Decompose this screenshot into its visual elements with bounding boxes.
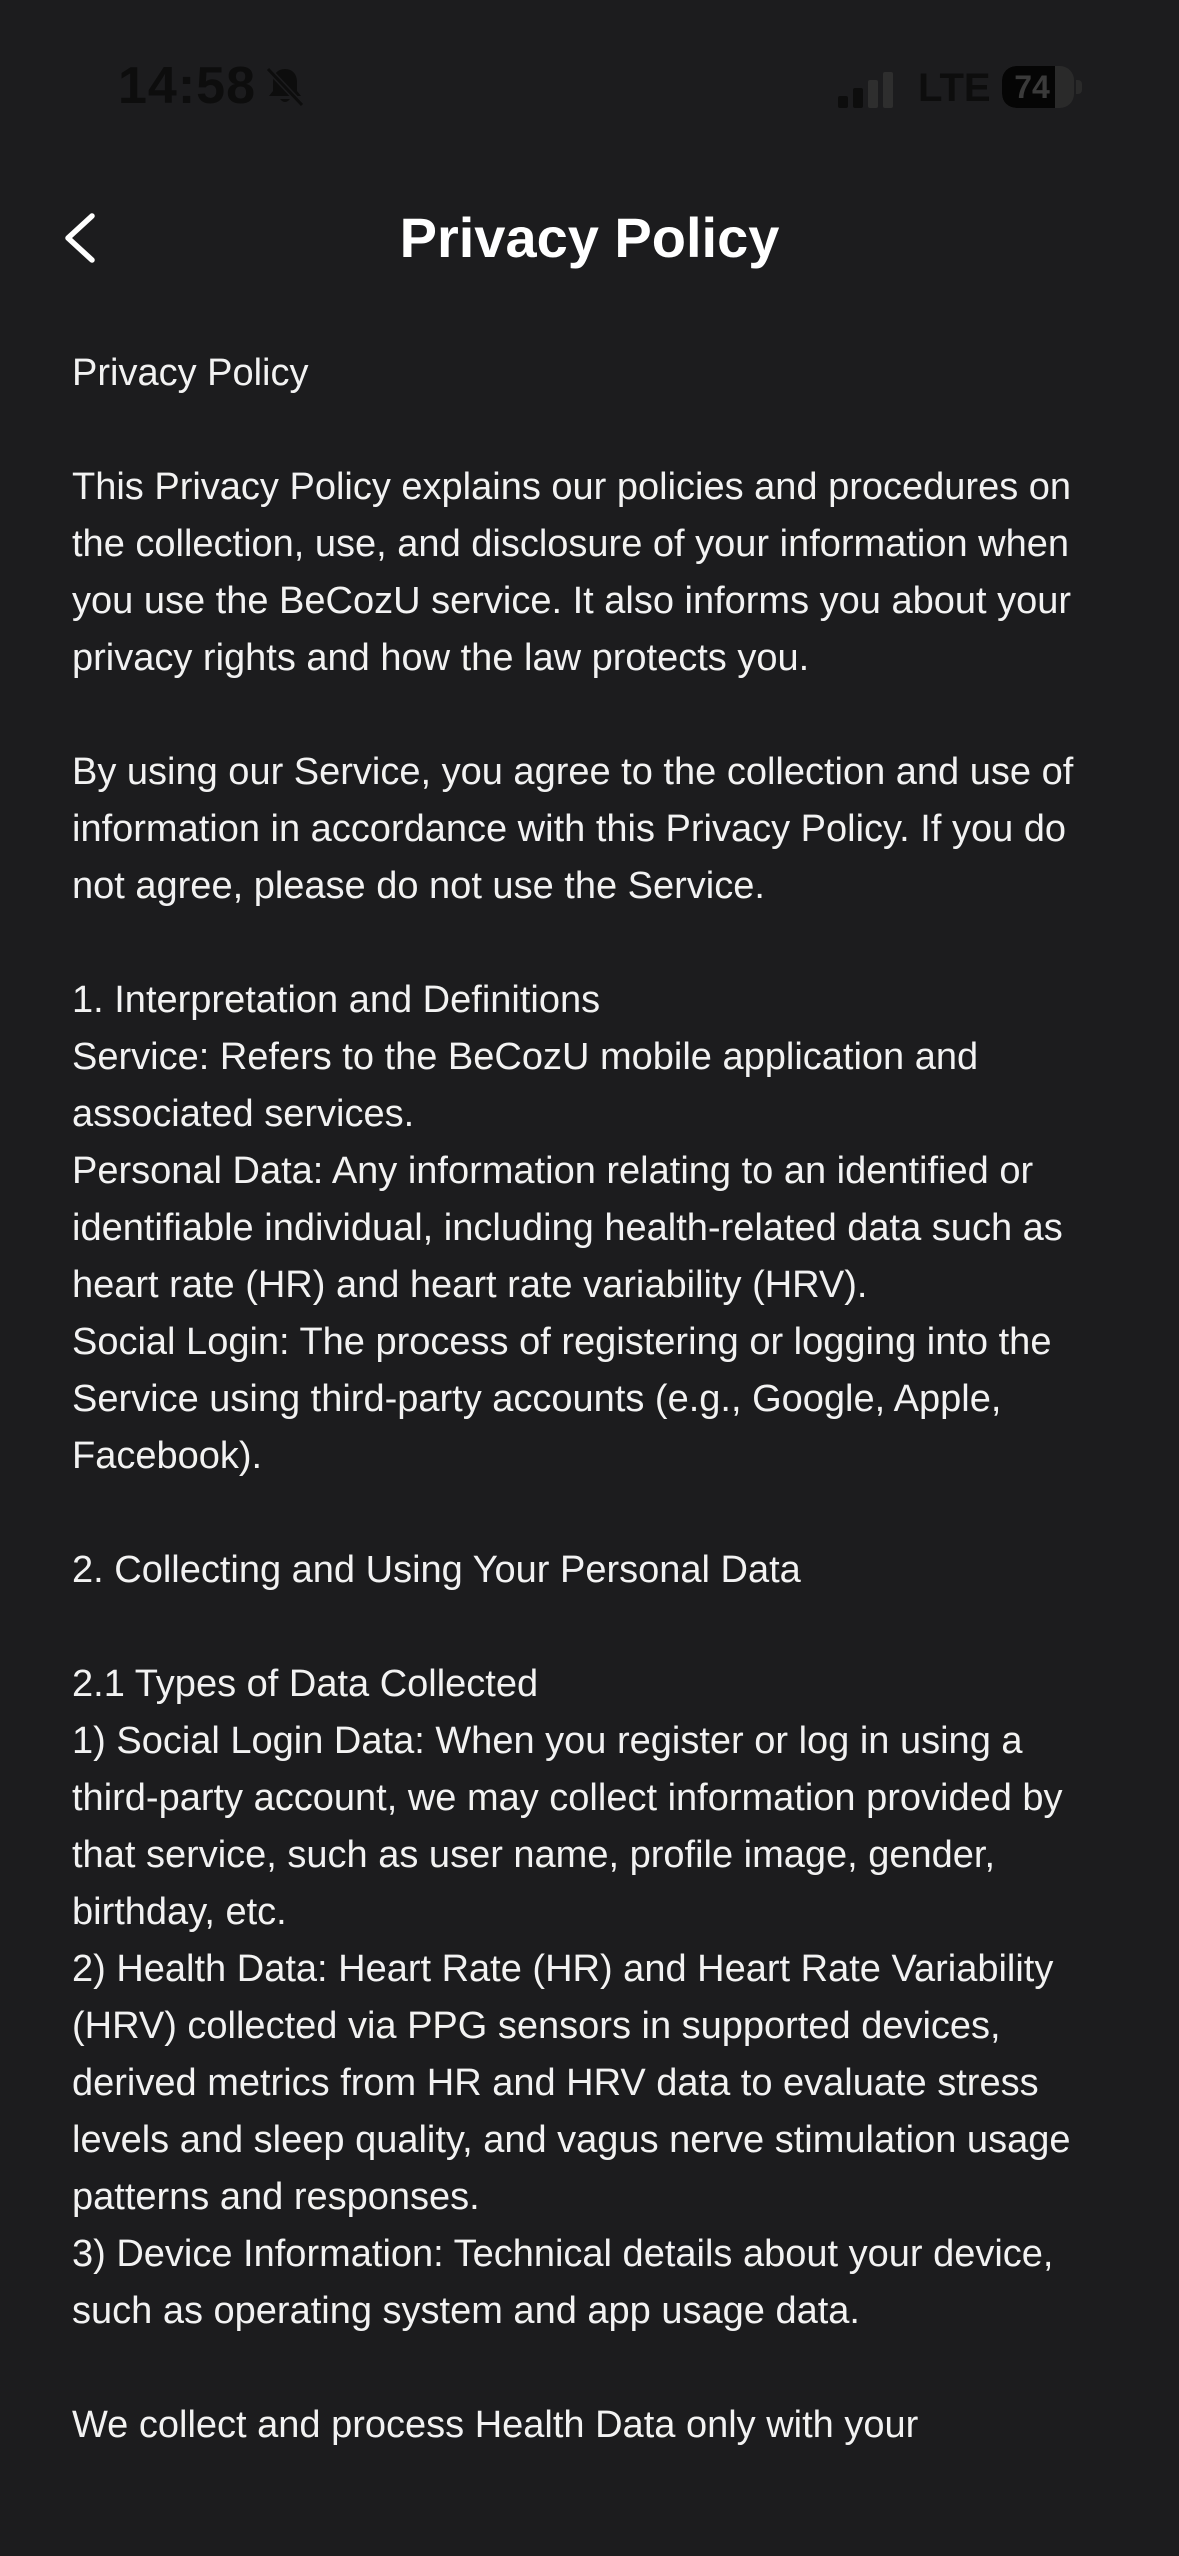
doc-title: Privacy Policy <box>72 352 309 394</box>
bell-slash-icon <box>262 63 308 109</box>
network-type: LTE <box>918 66 991 110</box>
cellular-signal-icon <box>838 72 896 108</box>
data-item-health: 2) Health Data: Heart Rate (HR) and Heart Rate Variability (HRV) collected via PPG sensors in supported devices, derived metrics from HR and HRV data to evaluate stress levels and sleep quality, and vagus nerve stimulation usage patterns and responses. <box>72 1948 1071 2218</box>
agreement-paragraph: By using our Service, you agree to the collection and use of information in accordance with this Privacy Policy. If you do not agree, please do not use the Service. <box>72 751 1074 907</box>
section-1-heading: 1. Interpretation and Definitions <box>72 979 601 1021</box>
definition-personal-data: Personal Data: Any information relating to an identified or identifiable individual, including health-related data such as heart rate (HR) and heart rate variability (HRV). <box>72 1150 1063 1306</box>
battery-percent: 74 <box>1014 69 1050 105</box>
signal-bar <box>868 80 878 108</box>
nav-header <box>0 175 1179 300</box>
section-2-heading: 2. Collecting and Using Your Personal Data <box>72 1549 801 1591</box>
battery-icon <box>1002 66 1082 108</box>
section-2-1 <box>72 1656 1112 2340</box>
section-1 <box>72 972 1112 1485</box>
status-bar <box>0 0 1179 175</box>
intro-paragraph: This Privacy Policy explains our policies and procedures on the collection, use, and disclosure of your information when you use the BeCozU service. It also informs you about your privacy rights and how the law protects you. <box>72 466 1072 679</box>
page-title: Privacy Policy <box>399 206 780 269</box>
signal-bar <box>883 72 893 108</box>
definition-social-login: Social Login: The process of registering or logging into the Service using third-party accounts (e.g., Google, Apple, Facebook). <box>72 1321 1052 1477</box>
data-item-social-login: 1) Social Login Data: When you register or log in using a third-party account, we may collect information provided by that service, such as user name, profile image, gender, birthday, etc. <box>72 1720 1063 1933</box>
section-2-1-heading: 2.1 Types of Data Collected <box>72 1663 539 1705</box>
signal-bar <box>838 96 848 108</box>
health-consent-paragraph: We collect and process Health Data only with your <box>72 2404 919 2446</box>
status-time: 14:58 <box>118 57 256 115</box>
policy-content[interactable] <box>72 345 1112 2511</box>
data-item-device: 3) Device Information: Technical details about your device, such as operating system and app usage data. <box>72 2233 1054 2332</box>
signal-bar <box>853 88 863 108</box>
definition-service: Service: Refers to the BeCozU mobile application and associated services. <box>72 1036 979 1135</box>
